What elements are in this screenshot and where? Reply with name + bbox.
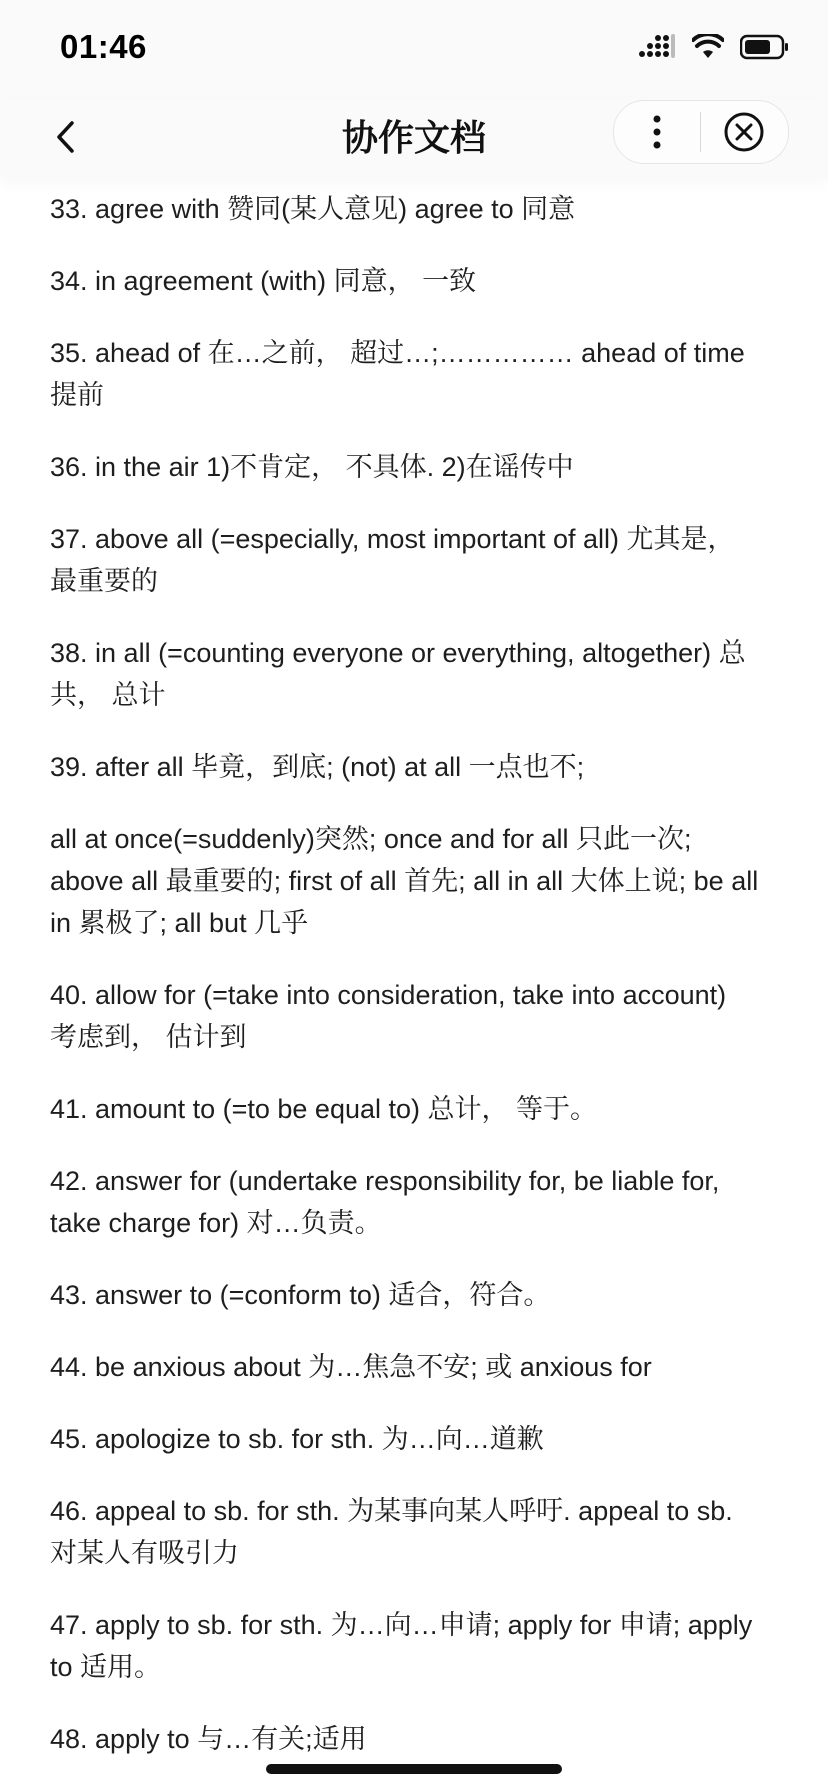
list-item: 47. apply to sb. for sth. 为…向…申请; apply for 申请; apply to 适用。 [50, 1610, 753, 1682]
list-item: 43. answer to (=conform to) 适合，符合。 [50, 1280, 551, 1310]
list-item: 33. agree with 赞同(某人意见) agree to 同意 [50, 194, 576, 224]
status-time: 01:46 [60, 28, 147, 65]
mini-program-capsule [613, 100, 789, 164]
list-item: 42. answer for (undertake responsibility for, be liable for, take charge for) 对…负责。 [50, 1166, 720, 1238]
status-icons [638, 32, 790, 62]
list-item: 44. be anxious about 为…焦急不安; 或 anxious for [50, 1352, 652, 1382]
list-item: 40. allow for (=take into consideration, take into account) 考虑到， 估计到 [50, 980, 727, 1052]
list-item: 35. ahead of 在…之前， 超过…;…………… ahead of time 提前 [50, 338, 745, 410]
battery-icon [740, 34, 790, 60]
list-item: 38. in all (=counting everyone or everything, altogether) 总共， 总计 [50, 638, 746, 710]
cellular-signal-icon [638, 34, 676, 60]
list-item: 48. apply to 与…有关;适用 [50, 1724, 367, 1754]
status-bar [0, 0, 828, 98]
close-button[interactable] [701, 101, 787, 163]
list-item: 39. after all 毕竟，到底; (not) at all 一点也不; [50, 752, 585, 782]
list-item: 41. amount to (=to be equal to) 总计， 等于。 [50, 1094, 598, 1124]
more-vertical-icon [652, 114, 662, 150]
list-item: all at once(=suddenly)突然; once and for all 只此一次; above all 最重要的; first of all 首先; all in all 大体上说; be all in 累极了; all but 几乎 [50, 824, 759, 938]
home-indicator[interactable] [266, 1764, 562, 1774]
page-title: 协作文档 [341, 117, 486, 158]
more-button[interactable] [614, 101, 700, 163]
list-item: 37. above all (=especially, most important of all) 尤其是， 最重要的 [50, 524, 735, 596]
list-item: 45. apologize to sb. for sth. 为…向…道歉 [50, 1424, 544, 1454]
list-item: 46. appeal to sb. for sth. 为某事向某人呼吁. appeal to sb. 对某人有吸引力 [50, 1496, 733, 1568]
document-content [50, 178, 760, 1790]
list-item: 36. in the air 1)不肯定， 不具体. 2)在谣传中 [50, 452, 574, 482]
list-item: 34. in agreement (with) 同意， 一致 [50, 266, 477, 296]
close-circle-icon [723, 111, 765, 153]
navigation-bar [0, 98, 828, 178]
wifi-icon [692, 34, 724, 60]
